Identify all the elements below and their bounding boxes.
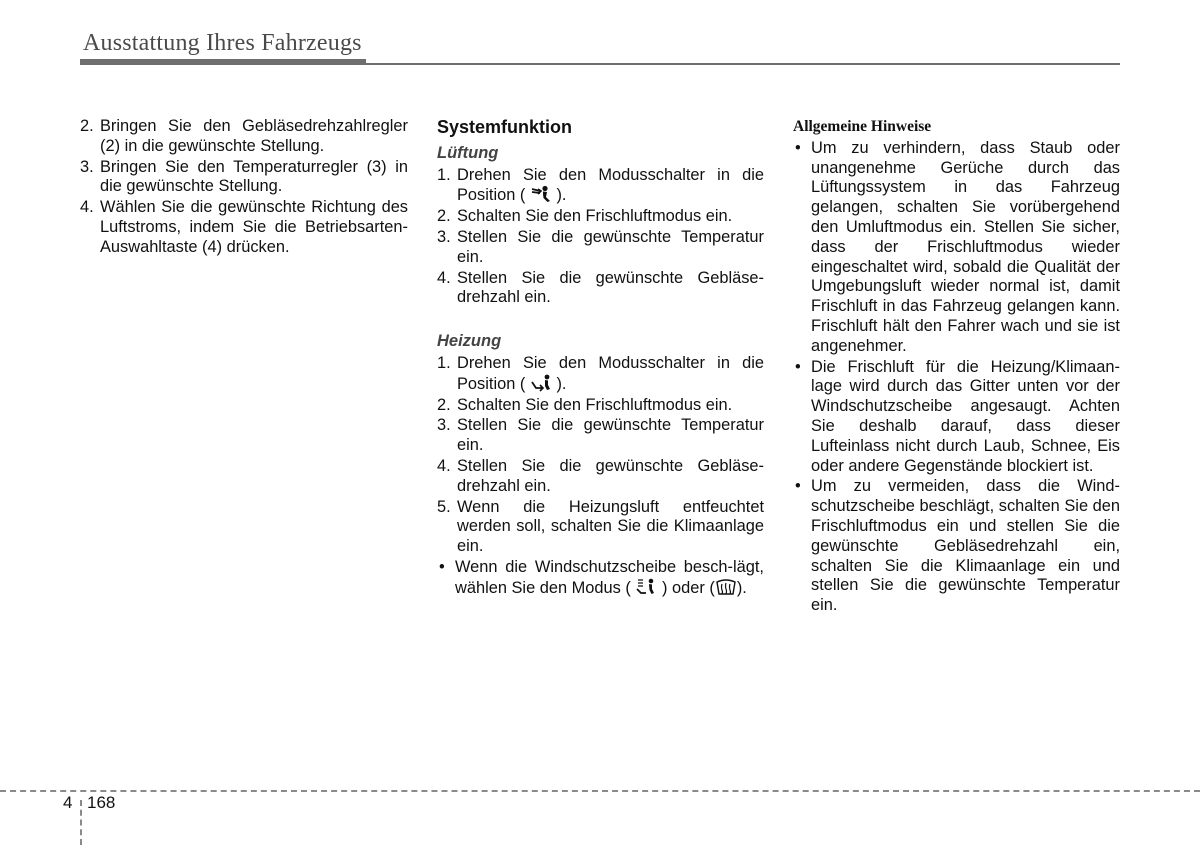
list-text: Die Frischluft für die Heizung/Klimaan-lage wird durch das Gitter unten vor der Windschutzscheibe angesaugt. Achten Sie deshalb darauf, dass dieser Lufteinlass nicht durch Laub, Schnee, Eis oder andere Gegenstände blockiert ist.	[811, 357, 1120, 475]
list-number: 3.	[437, 227, 451, 246]
list-text: Um zu verhindern, dass Staub oder unangenehme Gerüche durch das Lüftungssystem in das Fahrzeug gelangen, schalten Sie vorübergehend den Umluftmodus ein. Stellen Sie sicher, dass der Frischluftmodus wieder eingeschaltet wird, sobald die Qualität der Umgebungsluft wieder normal ist, damit Frischluft in das Fahrzeug gelangen kann. Frischluft hält den Fahrer wach und sie ist angenehmer.	[811, 138, 1120, 355]
bullet-text: Wenn die Windschutzscheibe besch-lägt, wählen Sie den Modus (	[455, 557, 764, 597]
list-item	[437, 269, 764, 309]
bullet: •	[439, 557, 445, 576]
footer-rule	[0, 790, 1200, 792]
bullet-text: ).	[736, 578, 747, 597]
list-number: 4.	[80, 198, 94, 217]
right-column	[793, 117, 1120, 617]
page-number: 168	[87, 793, 116, 812]
list-item	[437, 416, 764, 456]
list-item	[437, 396, 764, 416]
list-item	[793, 358, 1120, 477]
page-header-title: Ausstattung Ihres Fahrzeugs	[83, 30, 362, 56]
list-number: 1.	[437, 353, 451, 372]
list-item	[793, 477, 1120, 616]
list-text: Wenn die Heizungsluft entfeuchtet werden soll, schalten Sie die Klimaanlage ein.	[457, 497, 764, 556]
list-item	[437, 558, 764, 599]
list-text: Stellen Sie die gewünschte Gebläse-drehzahl ein.	[457, 456, 764, 495]
list-text: Bringen Sie den Gebläsedrehzahlregler (2) in die gewünschte Stellung.	[100, 117, 408, 155]
list-number: 2.	[437, 395, 451, 414]
left-column	[80, 117, 408, 259]
list-text: Schalten Sie den Frischluftmodus ein.	[457, 395, 733, 414]
list-text: Stellen Sie die gewünschte Temperatur ein.	[457, 416, 764, 455]
list-text: Wählen Sie die gewünschte Richtung des Luftstroms, indem Sie die Betriebsarten-Auswahltaste (4) drücken.	[100, 198, 408, 256]
face-vent-mode-icon	[530, 185, 552, 203]
footer-divider	[80, 800, 82, 845]
list-number: 4.	[437, 268, 451, 287]
list-text: Stellen Sie die gewünschte Temperatur ein.	[457, 227, 764, 266]
bullet: •	[795, 357, 801, 376]
list-text: Um zu vermeiden, dass die Wind-schutzscheibe beschlägt, schalten Sie den Frischluftmodus ein und stellen Sie die gewünschte Gebläsedrehzahl ein, schalten Sie die Klimaanlage ein und stellen Sie die gewünschte Temperatur ein.	[811, 477, 1120, 615]
subsection-heading-heizung: Heizung	[437, 332, 502, 351]
list-item	[437, 498, 764, 557]
chapter-number: 4	[63, 793, 73, 812]
list-item	[437, 228, 764, 268]
list-text	[455, 558, 764, 599]
list-number: 3.	[80, 157, 94, 176]
step-text: ).	[556, 186, 567, 205]
list-number: 2.	[437, 207, 451, 226]
list-text: Schalten Sie den Frischluftmodus ein.	[457, 207, 733, 226]
list-number: 5.	[437, 497, 451, 516]
step-text: Drehen Sie den Modusschalter in die Position (	[457, 353, 764, 393]
list-item	[80, 158, 408, 198]
list-text: Stellen Sie die gewünschte Gebläse-drehzahl ein.	[457, 268, 764, 307]
list-text	[457, 166, 764, 207]
section-title: Systemfunktion	[437, 117, 573, 137]
header-rule	[80, 63, 1120, 65]
list-number: 2.	[80, 117, 94, 135]
subsection-heading-luftung: Lüftung	[437, 143, 499, 162]
section-title: Allgemeine Hinweise	[793, 118, 932, 135]
list-item	[437, 166, 764, 207]
floor-defrost-mode-icon	[635, 578, 657, 596]
step-text: Drehen Sie den Modusschalter in die Position (	[457, 165, 764, 205]
bullet: •	[795, 138, 801, 157]
list-item	[437, 457, 764, 497]
floor-vent-mode-icon	[530, 374, 552, 392]
windshield-defrost-icon	[715, 578, 737, 596]
list-text	[457, 354, 764, 395]
list-item	[793, 139, 1120, 357]
list-text: Bringen Sie den Temperaturregler (3) in die gewünschte Stellung.	[100, 157, 408, 196]
list-item	[437, 207, 764, 227]
list-number: 3.	[437, 416, 451, 435]
bullet-text: ) oder (	[661, 578, 715, 597]
list-number: 4.	[437, 456, 451, 475]
middle-column	[437, 117, 764, 600]
step-text: ).	[556, 374, 567, 393]
list-item	[80, 198, 408, 257]
list-item	[80, 117, 408, 157]
list-number: 1.	[437, 165, 451, 184]
list-item	[437, 354, 764, 395]
bullet: •	[795, 477, 801, 496]
